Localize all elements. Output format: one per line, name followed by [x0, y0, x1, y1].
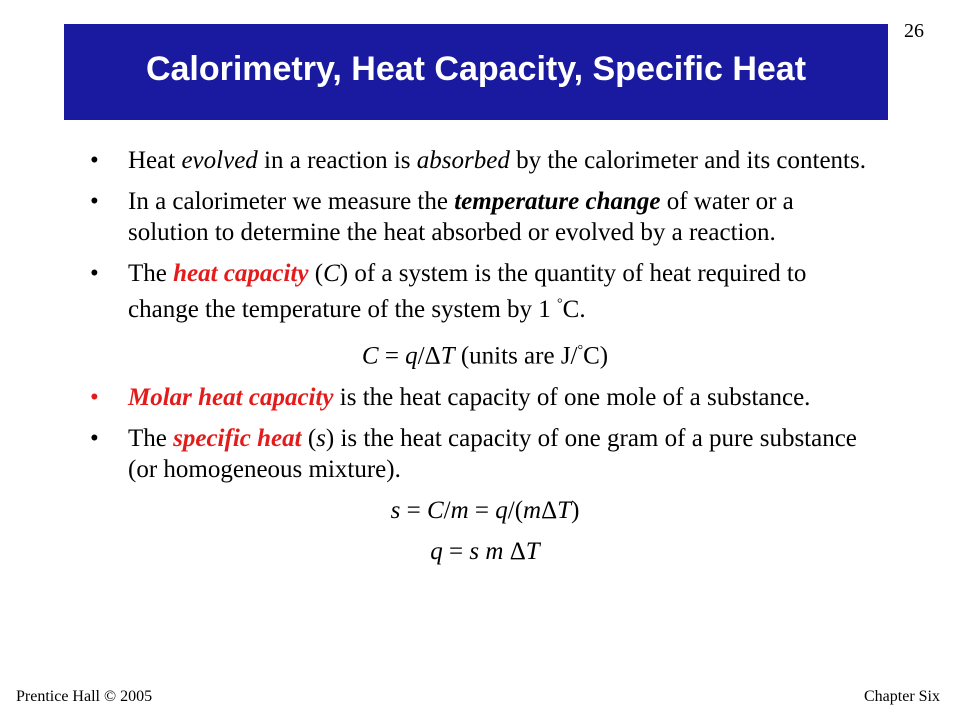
bullet-item: [90, 423, 880, 485]
text-run: =: [442, 537, 470, 565]
text-run: is the heat capacity of one mole of a substance.: [333, 383, 811, 411]
text-run: =: [378, 342, 406, 370]
bullet-item: [90, 186, 880, 248]
equation-specific-heat: [90, 495, 880, 526]
text-run: C: [361, 342, 379, 370]
text-run: °: [557, 297, 563, 312]
text-run: q: [495, 496, 508, 524]
text-run: T: [440, 342, 455, 370]
bullet-text: [128, 260, 806, 323]
equation-heat: [90, 536, 880, 567]
bullet-item: [90, 145, 880, 176]
text-run: heat capacity: [173, 260, 309, 287]
bullet-text: [128, 188, 794, 246]
bullet-glyph: •: [90, 383, 99, 411]
footer-chapter: Chapter Six: [864, 688, 940, 705]
bullet-glyph: •: [90, 260, 99, 287]
bullet-text: [128, 147, 866, 174]
text-run: /: [443, 496, 451, 524]
text-run: The: [128, 260, 174, 287]
text-run: evolved: [181, 147, 258, 174]
text-run: ) of a system is the quantity of heat required to change the temperature of the system by 1: [128, 260, 807, 324]
text-run: Δ: [541, 496, 558, 524]
text-run: specific heat: [173, 424, 302, 452]
bullet-glyph: •: [90, 424, 99, 452]
text-run: /Δ: [417, 342, 441, 370]
text-run: ) is the heat capacity of one gram of a pure substance (or homogeneous mixture).: [128, 424, 857, 483]
text-run: ): [571, 496, 580, 524]
text-run: temperature change: [454, 188, 661, 215]
text-run: s: [316, 424, 326, 452]
text-run: /(: [507, 496, 524, 524]
slide-title: Calorimetry, Heat Capacity, Specific Heat: [145, 50, 807, 88]
text-run: (: [308, 260, 324, 287]
footer-publisher: Prentice Hall © 2005: [16, 688, 153, 705]
text-run: In a calorimeter we measure the: [128, 188, 455, 215]
text-run: m: [523, 496, 542, 524]
text-run: absorbed: [416, 147, 510, 174]
text-run: C.: [562, 296, 586, 324]
text-run: m: [450, 496, 469, 524]
text-run: q: [405, 342, 418, 370]
text-run: C: [323, 260, 340, 287]
bullet-item: [90, 258, 880, 325]
text-run: (units are J/: [454, 342, 578, 370]
equation-heat-capacity: [90, 335, 880, 371]
text-run: in a reaction is: [257, 147, 417, 174]
text-run: s: [390, 496, 401, 524]
text-run: =: [400, 496, 427, 524]
text-run: T: [525, 537, 540, 565]
text-run: Molar heat capacity: [128, 383, 334, 411]
text-run: The: [128, 424, 174, 452]
bullet-item: [90, 382, 880, 413]
page-number: 26: [904, 20, 924, 42]
text-run: Heat: [128, 147, 182, 174]
text-run: C): [583, 342, 609, 370]
title-bar: [64, 24, 888, 120]
text-run: of water or a solution to determine the heat absorbed or evolved by a reaction.: [128, 188, 794, 246]
text-run: T: [557, 496, 572, 524]
text-run: C: [426, 496, 444, 524]
text-run: =: [468, 496, 496, 524]
bullet-glyph: •: [90, 147, 99, 174]
bullet-glyph: •: [90, 188, 99, 215]
text-run: Δ: [503, 537, 526, 565]
text-run: s m: [469, 537, 504, 565]
text-run: q: [430, 537, 443, 565]
text-run: °: [577, 343, 584, 359]
bullet-text: [128, 425, 857, 483]
text-run: by the calorimeter and its contents.: [509, 147, 866, 174]
slide-content: [90, 145, 880, 577]
text-run: (: [301, 424, 317, 452]
bullet-text: [128, 384, 810, 411]
